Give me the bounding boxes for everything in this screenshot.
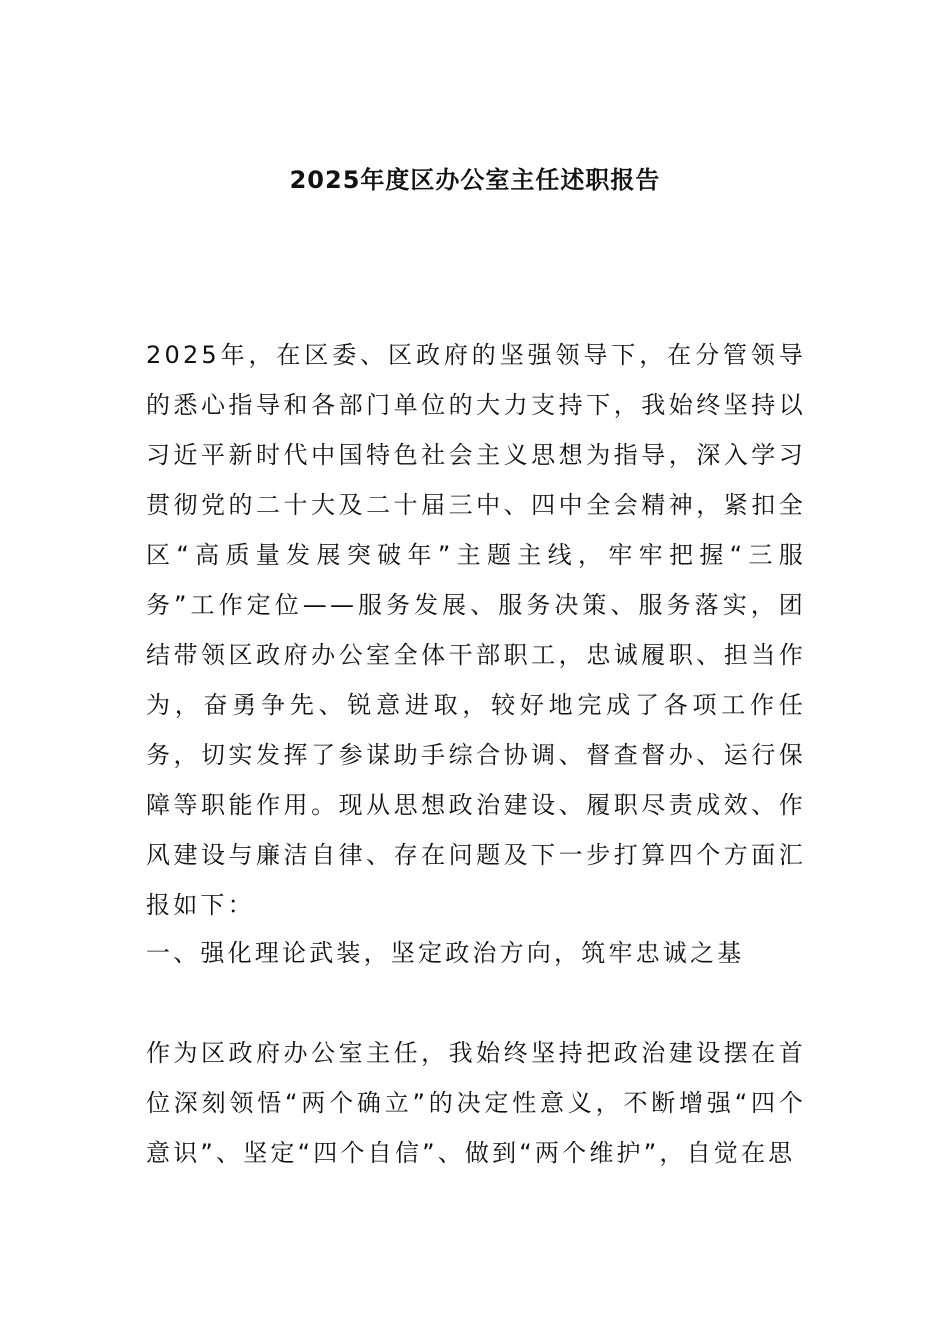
section-paragraph: 作为区政府办公室主任，我始终坚持把政治建设摆在首位深刻领悟“两个确立”的决定性意义，不断增强“四个意识”、坚定“四个自信”、做到“两个维护”，自觉在思 xyxy=(146,1039,806,1167)
intro-paragraph: 2025年，在区委、区政府的坚强领导下，在分管领导的悉心指导和各部门单位的大力支持下，我始终坚持以习近平新时代中国特色社会主义思想为指导，深入学习贯彻党的二十大及二十届三中、四中全会精神，紧扣全区“高质量发展突破年”主题主线，牢牢把握“三服务”工作定位——服务发展、服务决策、服务落实，团结带领区政府办公室全体干部职工，忠诚履职、担当作为，奋勇争先、锐意进取，较好地完成了各项工作任务，切实发挥了参谋助手综合协调、督查督办、运行保障等职能作用。现从思想政治建设、履职尽责成效、作风建设与廉洁自律、存在问题及下一步打算四个方面汇报如下： xyxy=(146,341,806,919)
document-title: 2025年度区办公室主任述职报告 xyxy=(289,166,661,194)
section-heading: 一、强化理论武装，坚定政治方向，筑牢忠诚之基 xyxy=(146,939,745,967)
